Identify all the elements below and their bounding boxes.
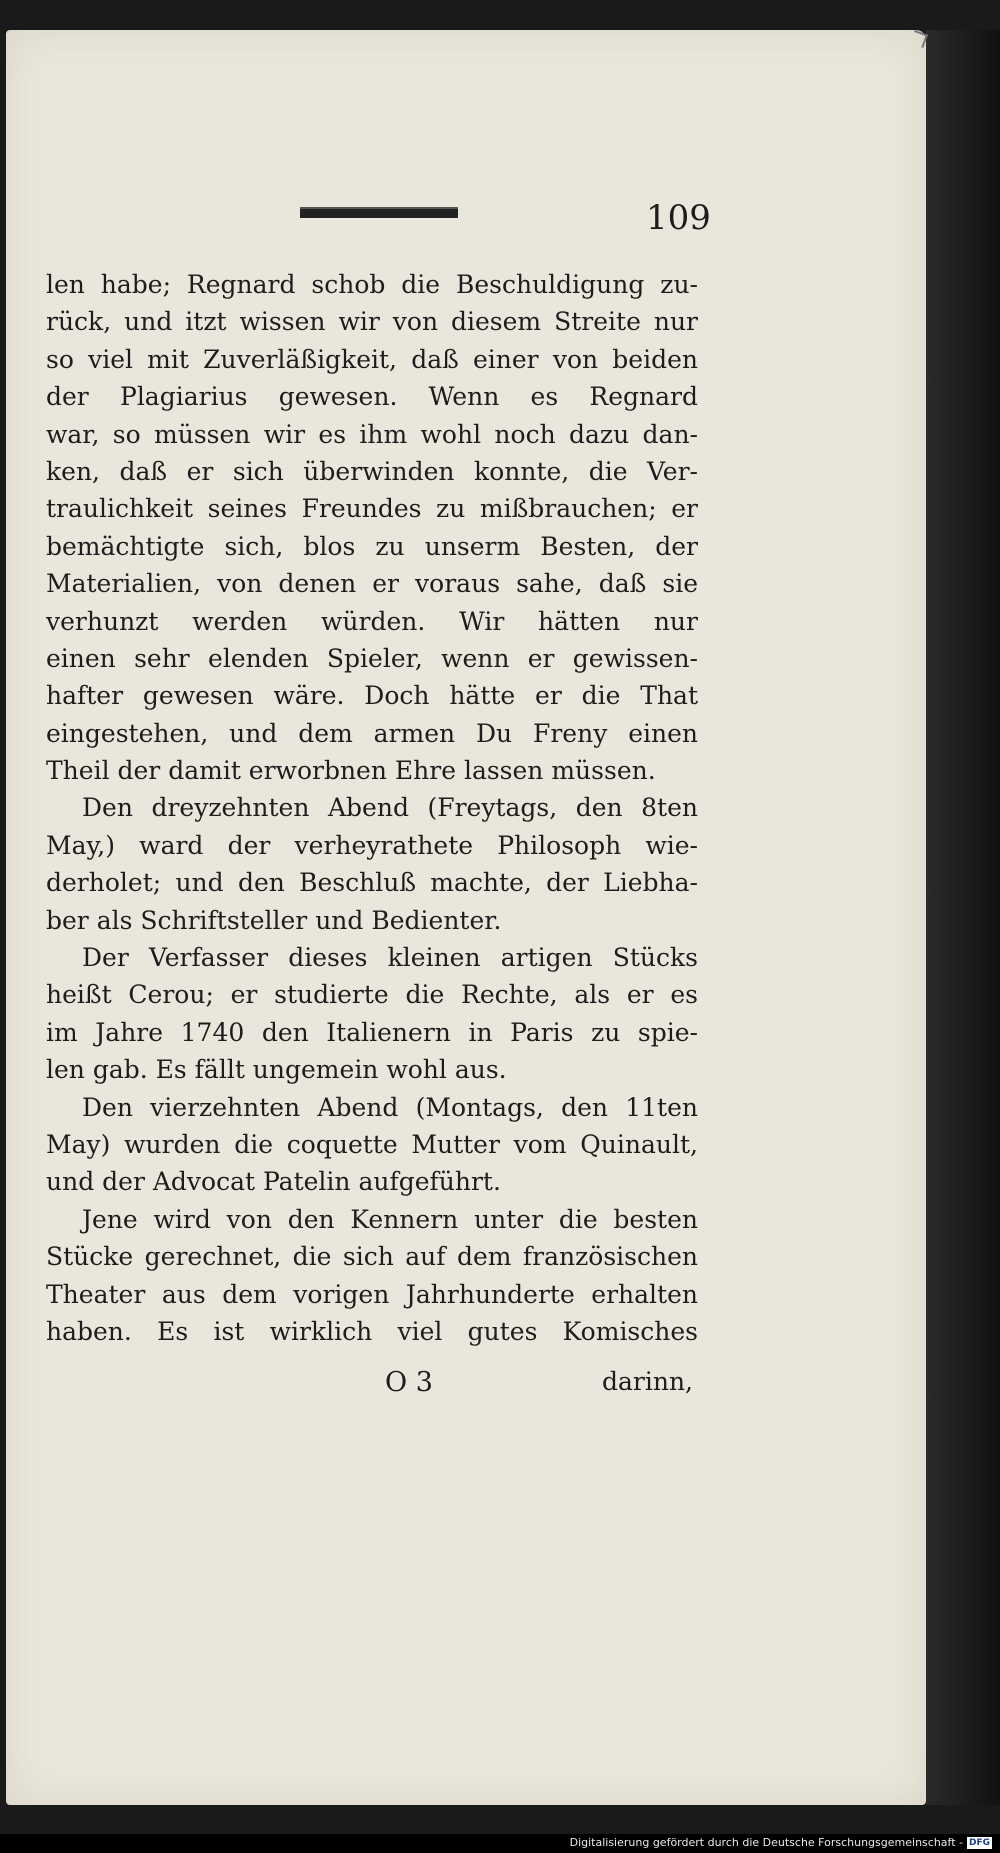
text-line: Der Verfasser dieses kleinen artigen Stücks [82, 943, 698, 973]
text-line: bemächtigte sich, blos zu unserm Besten, der [46, 531, 698, 561]
dfg-logo-icon: DFG [968, 1837, 990, 1848]
text-line: hafter gewesen wäre. Doch hätte er die That [46, 681, 698, 711]
text-line: Materialien, von denen er voraus sahe, daß sie [46, 569, 698, 599]
credit-text: Digitalisierung gefördert durch die Deutsche Forschungsgemeinschaft - [569, 1836, 963, 1849]
text-line: len gab. Es fällt ungemein wohl aus. [46, 1055, 507, 1085]
header-rule [300, 207, 458, 218]
page-number: 109 [646, 198, 711, 238]
text-line: len habe; Regnard schob die Beschuldigung zu- [46, 270, 698, 299]
text-line: verhunzt werden würden. Wir hätten nur [46, 606, 698, 636]
text-line: Theil der damit erworbnen Ehre lassen müssen. [46, 756, 656, 786]
body-text [46, 266, 698, 1350]
text-line: eingestehen, und dem armen Du Freny einen [46, 718, 698, 748]
text-line: ken, daß er sich überwinden konnte, die Ver- [46, 456, 698, 486]
text-line: war, so müssen wir es ihm wohl noch dazu dan- [46, 419, 698, 449]
text-line: einen sehr elenden Spieler, wenn er gewissen- [46, 643, 698, 673]
text-line: Den vierzehnten Abend (Montags, den 11ten [82, 1092, 698, 1122]
text-line: Den dreyzehnten Abend (Freytags, den 8ten [82, 793, 698, 823]
text-line: und der Advocat Patelin aufgeführt. [46, 1167, 501, 1197]
text-line: traulichkeit seines Freundes zu mißbrauchen; er [46, 494, 698, 524]
text-line: ber als Schriftsteller und Bedienter. [46, 905, 502, 935]
text-line: Theater aus dem vorigen Jahrhunderte erhalten [46, 1279, 698, 1309]
text-line: May) wurden die coquette Mutter vom Quinault, [46, 1129, 698, 1159]
text-line: May,) ward der verheyrathete Philosoph wie- [46, 830, 698, 860]
text-line: Jene wird von den Kennern unter die besten [82, 1204, 698, 1234]
text-line: rück, und itzt wissen wir von diesem Streite nur [46, 307, 698, 337]
catchword: darinn, [602, 1367, 694, 1396]
text-line: haben. Es ist wirklich viel gutes Komisches [46, 1316, 698, 1346]
digitization-credit [570, 1836, 992, 1849]
text-line: im Jahre 1740 den Italienern in Paris zu spie- [46, 1017, 698, 1047]
text-line: der Plagiarius gewesen. Wenn es Regnard [46, 382, 698, 412]
text-line: heißt Cerou; er studierte die Rechte, als er es [46, 980, 698, 1010]
text-line: Stücke gerechnet, die sich auf dem französischen [46, 1242, 698, 1272]
signature-mark: O 3 [385, 1367, 433, 1398]
text-line: so viel mit Zuverläßigkeit, daß einer von beiden [46, 344, 698, 374]
text-line: derholet; und den Beschluß machte, der Liebha- [46, 868, 698, 898]
scan-background-edge [926, 30, 1000, 1805]
